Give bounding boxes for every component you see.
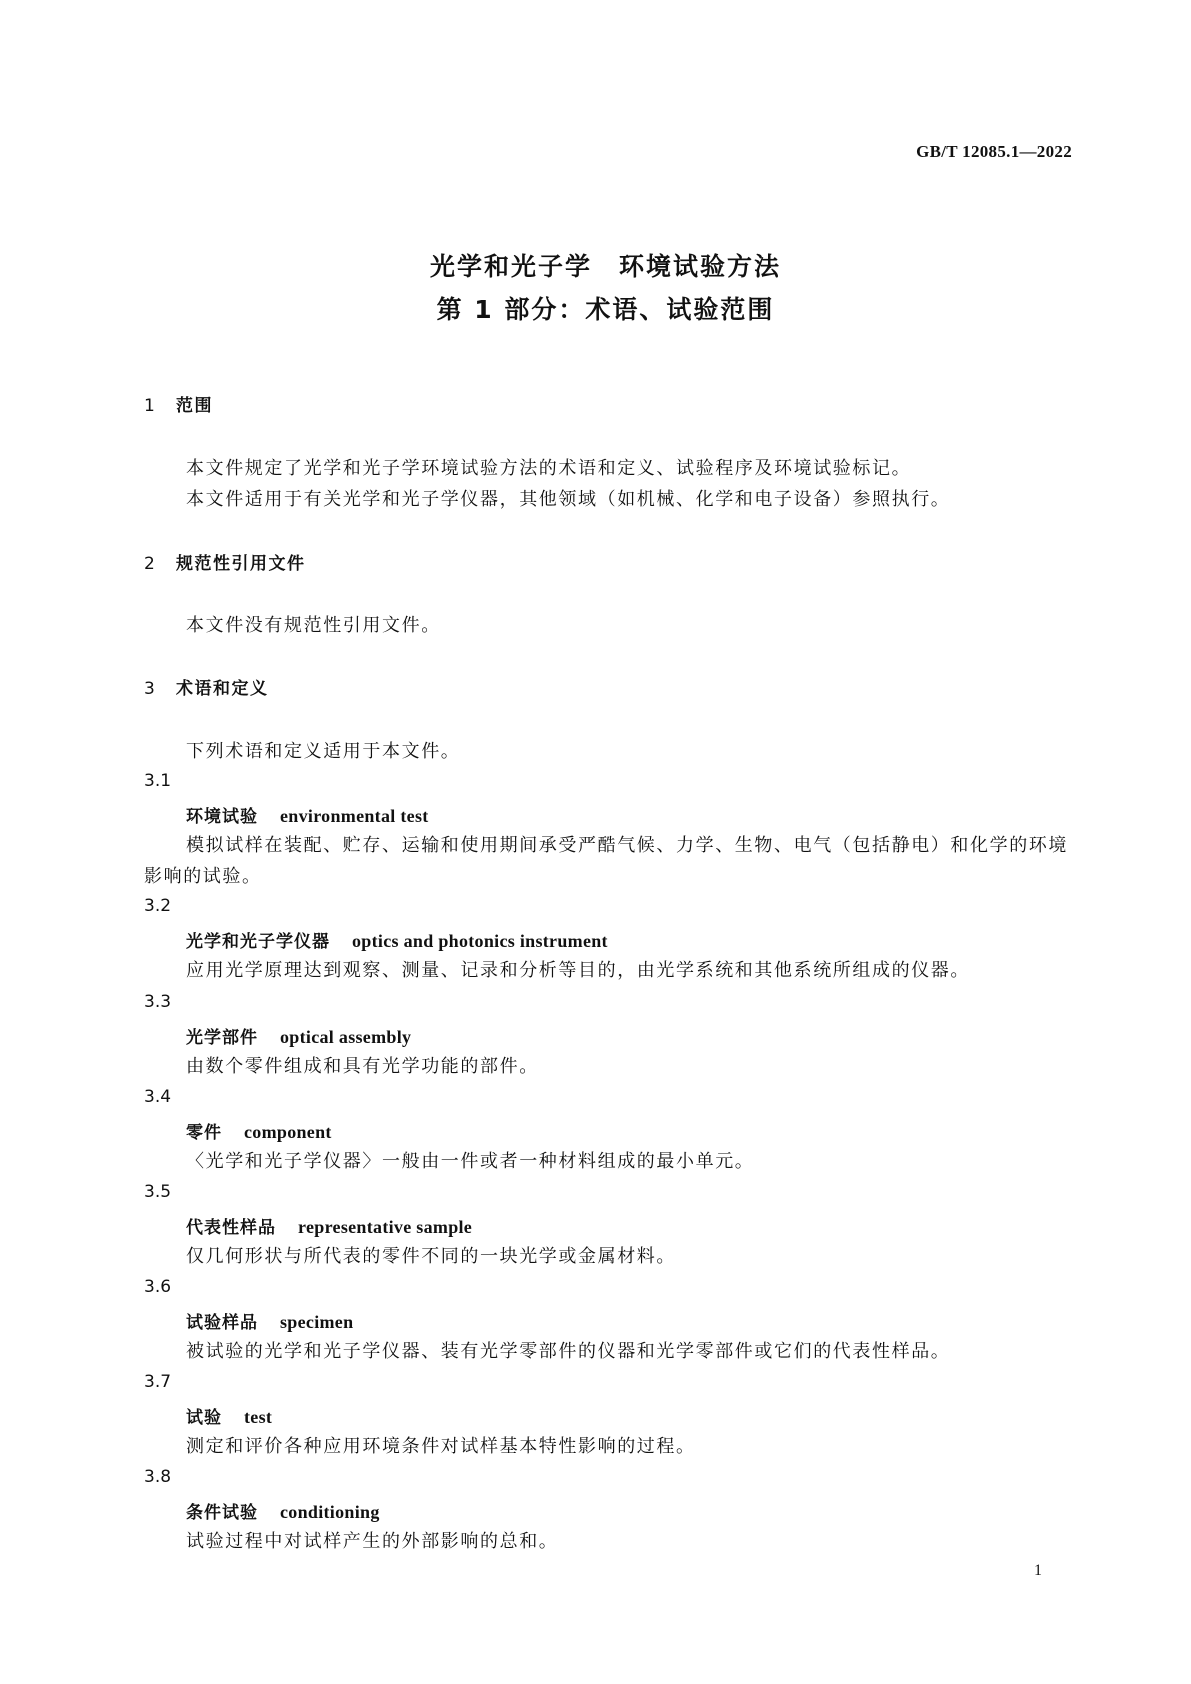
- paragraph: 本文件没有规范性引用文件。: [186, 615, 441, 636]
- term-en: optical assembly: [280, 1027, 412, 1047]
- term-number: 3.2: [144, 896, 172, 916]
- term-en: component: [244, 1122, 332, 1142]
- term-heading: [186, 1118, 332, 1143]
- term-en: environmental test: [280, 806, 429, 826]
- term-zh: 试验: [186, 1408, 222, 1428]
- term-number: 3.8: [144, 1467, 172, 1487]
- term-number: 3.1: [144, 771, 172, 791]
- term-zh: 零件: [186, 1123, 222, 1143]
- term-number: 3.4: [144, 1087, 172, 1107]
- section-title: 术语和定义: [176, 679, 269, 699]
- term-number: 3.3: [144, 992, 172, 1012]
- section-heading-3: [144, 674, 269, 699]
- term-heading: [186, 1213, 472, 1238]
- term-definition: 仅几何形状与所代表的零件不同的一块光学或金属材料。: [186, 1246, 676, 1267]
- term-heading: [186, 1023, 411, 1048]
- term-en: representative sample: [298, 1217, 473, 1237]
- term-number: 3.5: [144, 1182, 172, 1202]
- paragraph: 本文件适用于有关光学和光子学仪器，其他领域（如机械、化学和电子设备）参照执行。: [186, 489, 951, 510]
- term-number: 3.7: [144, 1372, 172, 1392]
- term-definition: 由数个零件组成和具有光学功能的部件。: [186, 1056, 539, 1077]
- term-definition: 试验过程中对试样产生的外部影响的总和。: [186, 1531, 559, 1552]
- term-zh: 环境试验: [186, 807, 258, 827]
- section-title: 范围: [176, 396, 213, 416]
- term-zh: 光学和光子学仪器: [186, 932, 330, 952]
- term-number: 3.6: [144, 1277, 172, 1297]
- term-zh: 条件试验: [186, 1503, 258, 1523]
- document-title: 光学和光子学 环境试验方法: [429, 252, 781, 281]
- term-en: optics and photonics instrument: [352, 931, 608, 951]
- section-title: 规范性引用文件: [176, 554, 306, 574]
- term-definition: 应用光学原理达到观察、测量、记录和分析等目的，由光学系统和其他系统所组成的仪器。: [186, 960, 970, 981]
- section-number: 3: [144, 679, 157, 699]
- document-subtitle: 第 1 部分：术语、试验范围: [436, 295, 775, 324]
- term-zh: 试验样品: [186, 1313, 258, 1333]
- term-en: specimen: [280, 1312, 354, 1332]
- term-en: conditioning: [280, 1502, 380, 1522]
- term-definition: 〈光学和光子学仪器〉一般由一件或者一种材料组成的最小单元。: [186, 1151, 755, 1172]
- page-number: 1: [1034, 1562, 1042, 1579]
- term-heading: [186, 1498, 380, 1523]
- standard-number: GB/T 12085.1—2022: [916, 142, 1072, 161]
- paragraph: 下列术语和定义适用于本文件。: [186, 741, 461, 762]
- term-definition: 模拟试样在装配、贮存、运输和使用期间承受严酷气候、力学、生物、电气（包括静电）和化学的环境影响的试验。: [144, 835, 1068, 887]
- section-number: 2: [144, 554, 157, 574]
- term-heading: [186, 1403, 272, 1428]
- term-heading: [186, 927, 608, 952]
- term-en: test: [244, 1407, 273, 1427]
- term-zh: 代表性样品: [186, 1218, 276, 1238]
- paragraph: 本文件规定了光学和光子学环境试验方法的术语和定义、试验程序及环境试验标记。: [186, 458, 912, 479]
- term-zh: 光学部件: [186, 1028, 258, 1048]
- section-heading-1: [144, 391, 213, 416]
- section-heading-2: [144, 549, 306, 574]
- term-heading: [186, 1308, 353, 1333]
- term-heading: [186, 802, 429, 827]
- term-definition: 被试验的光学和光子学仪器、装有光学零部件的仪器和光学零部件或它们的代表性样品。: [186, 1341, 951, 1362]
- term-definition: 测定和评价各种应用环境条件对试样基本特性影响的过程。: [186, 1436, 696, 1457]
- section-number: 1: [144, 396, 157, 416]
